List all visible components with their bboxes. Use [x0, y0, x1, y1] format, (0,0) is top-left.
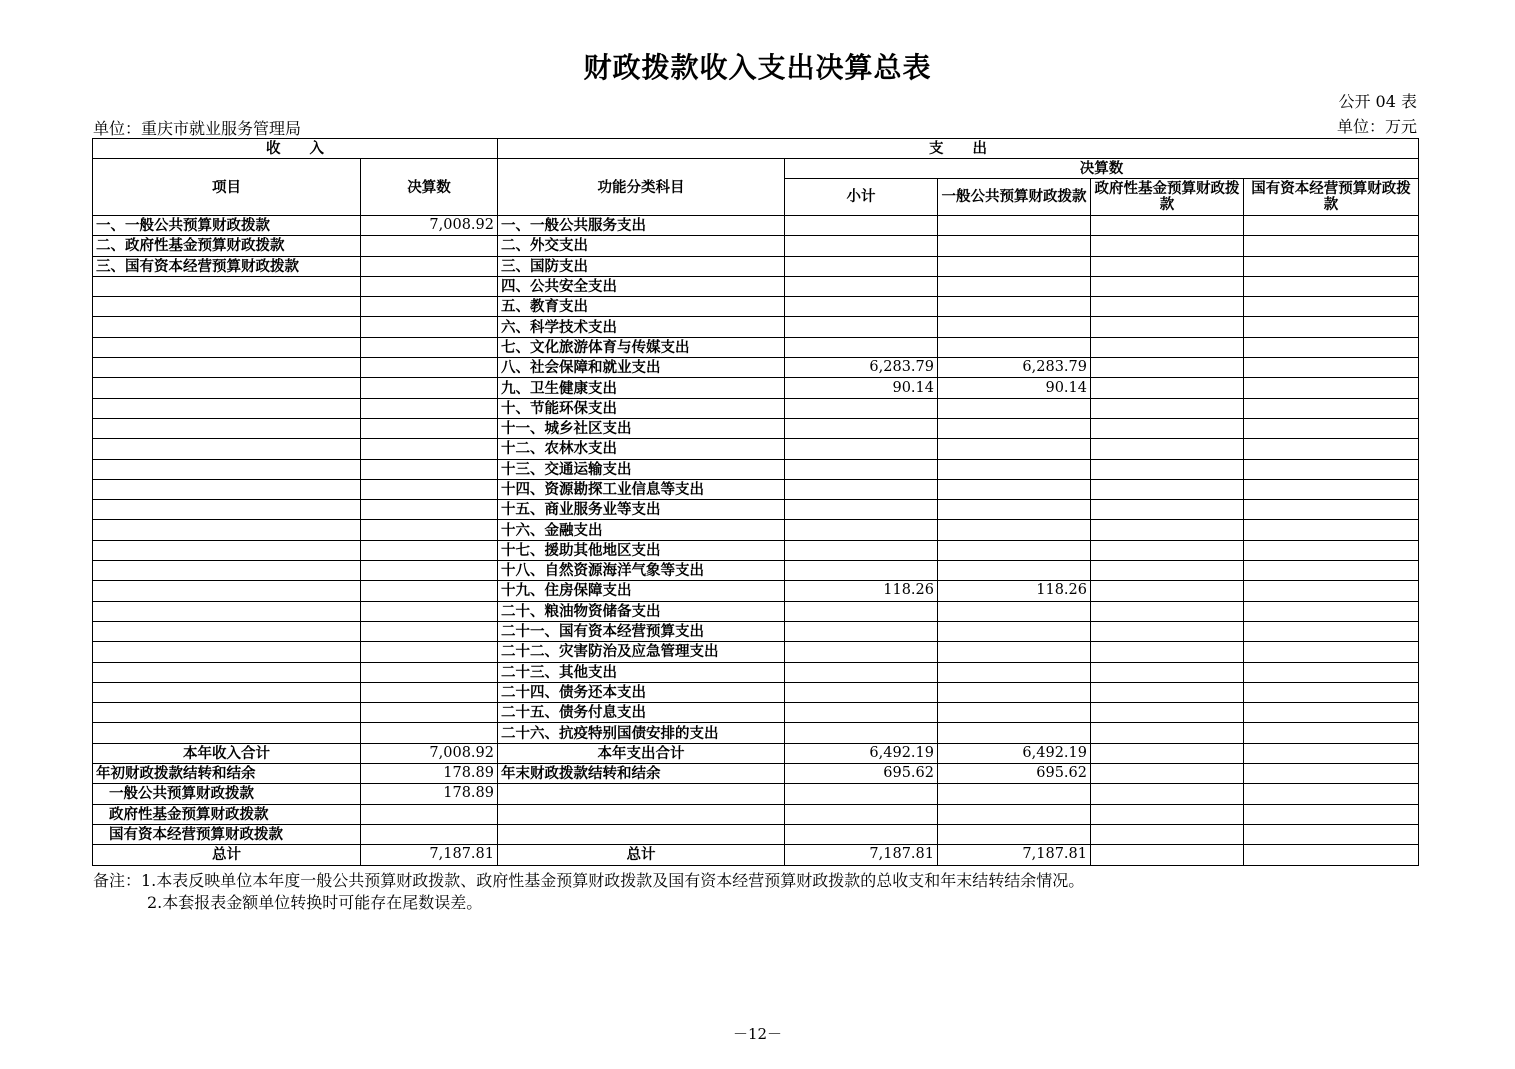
expense-general: [938, 540, 1091, 560]
expense-general: [938, 317, 1091, 337]
income-item: [93, 500, 361, 520]
expense-subject: 二十五、债务付息支出: [498, 703, 785, 723]
table-row: [93, 459, 1419, 479]
income-amount-header: 决算数: [361, 159, 498, 216]
expense-general: [938, 418, 1091, 438]
expense-subject: 二十一、国有资本经营预算支出: [498, 621, 785, 641]
income-item: [93, 642, 361, 662]
expense-general: [938, 439, 1091, 459]
expense-state-capital: [1244, 581, 1419, 601]
begin-balance-label: 年初财政拨款结转和结余: [93, 764, 361, 784]
expense-subject: 十二、农林水支出: [498, 439, 785, 459]
income-item: [93, 561, 361, 581]
expense-general: 90.14: [938, 378, 1091, 398]
table-row: [93, 642, 1419, 662]
expense-gov-fund: [1091, 337, 1244, 357]
income-amount: [361, 703, 498, 723]
income-amount: [361, 337, 498, 357]
expense-general: [938, 520, 1091, 540]
expense-gov-fund: [1091, 459, 1244, 479]
expense-state-capital: [1244, 418, 1419, 438]
expense-general: [938, 236, 1091, 256]
expense-subject: 四、公共安全支出: [498, 276, 785, 296]
expense-gov-fund: [1091, 236, 1244, 256]
income-item: [93, 621, 361, 641]
expense-state-capital: [1244, 439, 1419, 459]
expense-subtotal: [785, 276, 938, 296]
expense-state-capital: [1244, 358, 1419, 378]
expense-state-capital: [1244, 256, 1419, 276]
expense-subject: 六、科学技术支出: [498, 317, 785, 337]
expense-state-capital: [1244, 337, 1419, 357]
table-row: [93, 479, 1419, 499]
expense-gov-fund: [1091, 520, 1244, 540]
expense-general: [938, 297, 1091, 317]
table-row: [93, 216, 1419, 236]
expense-subject: 二十二、灾害防治及应急管理支出: [498, 642, 785, 662]
expense-state-capital: [1244, 236, 1419, 256]
income-year-total-label: 本年收入合计: [93, 743, 361, 763]
expense-gov-fund: [1091, 378, 1244, 398]
expense-subject: 十一、城乡社区支出: [498, 418, 785, 438]
table-row: [93, 256, 1419, 276]
expense-state-capital: [1244, 662, 1419, 682]
expense-state-capital: [1244, 216, 1419, 236]
expense-state-capital: [1244, 479, 1419, 499]
expense-subtotal: [785, 682, 938, 702]
table-row: [93, 317, 1419, 337]
expense-general: [938, 682, 1091, 702]
income-amount: [361, 581, 498, 601]
expense-gov-fund: [1091, 682, 1244, 702]
expense-subtotal: [785, 540, 938, 560]
subtotal-header: 小计: [785, 179, 938, 216]
table-row: [93, 276, 1419, 296]
expense-general: [938, 662, 1091, 682]
income-amount: [361, 621, 498, 641]
expense-gov-fund: [1091, 317, 1244, 337]
income-item: 二、政府性基金预算财政拨款: [93, 236, 361, 256]
expense-subtotal: [785, 398, 938, 418]
expense-gov-fund: [1091, 358, 1244, 378]
expense-subject: 二十六、抗疫特别国债安排的支出: [498, 723, 785, 743]
table-row: [93, 682, 1419, 702]
income-amount: [361, 439, 498, 459]
table-row: [93, 520, 1419, 540]
table-row: [93, 581, 1419, 601]
begin-balance-amount: 178.89: [361, 764, 498, 784]
expense-subtotal: [785, 337, 938, 357]
expense-subtotal: [785, 418, 938, 438]
expense-gov-fund: [1091, 276, 1244, 296]
end-balance-general: 695.62: [938, 764, 1091, 784]
expense-general: [938, 500, 1091, 520]
table-row: [93, 378, 1419, 398]
income-header: 收 入: [93, 139, 498, 159]
income-amount: [361, 358, 498, 378]
notes: [93, 870, 1084, 914]
income-amount: [361, 398, 498, 418]
income-amount: [361, 459, 498, 479]
grand-total-expense-label: 总计: [498, 845, 785, 865]
expense-gov-fund: [1091, 540, 1244, 560]
expense-general: 6,283.79: [938, 358, 1091, 378]
expense-subtotal: [785, 479, 938, 499]
expense-gov-fund: [1091, 439, 1244, 459]
expense-subtotal: [785, 520, 938, 540]
expense-subtotal: [785, 500, 938, 520]
income-amount: [361, 256, 498, 276]
income-item: [93, 581, 361, 601]
form-number: 公开 04 表: [1338, 92, 1417, 111]
expense-gov-fund: [1091, 216, 1244, 236]
expense-subtotal: [785, 459, 938, 479]
income-amount: [361, 378, 498, 398]
item-header: 项目: [93, 159, 361, 216]
table-row: [93, 358, 1419, 378]
state-capital-header: 国有资本经营预算财政拨款: [1244, 179, 1419, 216]
table-row: [93, 662, 1419, 682]
expense-subject: 十六、金融支出: [498, 520, 785, 540]
expense-general: [938, 216, 1091, 236]
expense-subtotal: [785, 642, 938, 662]
begin-general-label: 一般公共预算财政拨款: [93, 784, 361, 804]
expense-subtotal: [785, 703, 938, 723]
income-item: 一、一般公共预算财政拨款: [93, 216, 361, 236]
organization-unit: 单位：重庆市就业服务管理局: [93, 119, 302, 138]
expense-general: [938, 337, 1091, 357]
table-row: [93, 601, 1419, 621]
expense-subject: 二十三、其他支出: [498, 662, 785, 682]
expense-subtotal: [785, 601, 938, 621]
income-amount: [361, 723, 498, 743]
income-amount: [361, 561, 498, 581]
expense-subtotal: 90.14: [785, 378, 938, 398]
grand-total-income-amount: 7,187.81: [361, 845, 498, 865]
income-item: [93, 703, 361, 723]
expense-subject: 十三、交通运输支出: [498, 459, 785, 479]
expense-subject: 八、社会保障和就业支出: [498, 358, 785, 378]
budget-summary-table: [92, 138, 1419, 866]
expense-year-total-general: 6,492.19: [938, 743, 1091, 763]
expense-gov-fund: [1091, 256, 1244, 276]
expense-subject: 七、文化旅游体育与传媒支出: [498, 337, 785, 357]
expense-subtotal: [785, 256, 938, 276]
table-row: [93, 561, 1419, 581]
income-amount: [361, 682, 498, 702]
expense-gov-fund: [1091, 601, 1244, 621]
income-item: [93, 378, 361, 398]
expense-state-capital: [1244, 520, 1419, 540]
expense-state-capital: [1244, 297, 1419, 317]
table-row: [93, 540, 1419, 560]
expense-state-capital: [1244, 621, 1419, 641]
expense-subtotal: 118.26: [785, 581, 938, 601]
expense-state-capital: [1244, 642, 1419, 662]
expense-state-capital: [1244, 378, 1419, 398]
income-amount: [361, 540, 498, 560]
expense-general: [938, 621, 1091, 641]
expense-general: [938, 398, 1091, 418]
income-amount: [361, 236, 498, 256]
begin-state-capital-label: 国有资本经营预算财政拨款: [93, 824, 361, 844]
general-budget-header: 一般公共预算财政拨款: [938, 179, 1091, 216]
expense-state-capital: [1244, 723, 1419, 743]
expense-state-capital: [1244, 703, 1419, 723]
table-row: [93, 500, 1419, 520]
expense-general: 118.26: [938, 581, 1091, 601]
expense-subtotal: [785, 317, 938, 337]
income-item: [93, 317, 361, 337]
end-balance-subtotal: 695.62: [785, 764, 938, 784]
expense-state-capital: [1244, 276, 1419, 296]
table-row: [93, 337, 1419, 357]
grand-total-expense-general: 7,187.81: [938, 845, 1091, 865]
expense-subtotal: [785, 297, 938, 317]
income-amount: 7,008.92: [361, 216, 498, 236]
expense-subtotal: [785, 439, 938, 459]
expense-subtotal: 6,283.79: [785, 358, 938, 378]
expense-state-capital: [1244, 317, 1419, 337]
expense-header: 支 出: [498, 139, 1419, 159]
income-item: 三、国有资本经营预算财政拨款: [93, 256, 361, 276]
income-item: [93, 520, 361, 540]
expense-subtotal: [785, 621, 938, 641]
expense-state-capital: [1244, 540, 1419, 560]
expense-subject: 十、节能环保支出: [498, 398, 785, 418]
expense-gov-fund: [1091, 479, 1244, 499]
page-number: －12－: [732, 1025, 783, 1043]
income-amount: [361, 662, 498, 682]
income-item: [93, 276, 361, 296]
income-item: [93, 479, 361, 499]
income-item: [93, 297, 361, 317]
table-row: [93, 236, 1419, 256]
expense-subject: 五、教育支出: [498, 297, 785, 317]
expense-subtotal: [785, 662, 938, 682]
expense-gov-fund: [1091, 723, 1244, 743]
expense-subtotal: [785, 216, 938, 236]
expense-subtotal: [785, 723, 938, 743]
final-amount-header: 决算数: [785, 159, 1419, 179]
income-item: [93, 398, 361, 418]
income-amount: [361, 418, 498, 438]
expense-gov-fund: [1091, 418, 1244, 438]
expense-year-total-label: 本年支出合计: [498, 743, 785, 763]
income-amount: [361, 297, 498, 317]
expense-state-capital: [1244, 682, 1419, 702]
expense-general: [938, 276, 1091, 296]
expense-general: [938, 459, 1091, 479]
income-amount: [361, 520, 498, 540]
note-line-1: 备注：1.本表反映单位本年度一般公共预算财政拨款、政府性基金预算财政拨款及国有资本经营预算财政拨款的总收支和年末结转结余情况。: [93, 871, 1085, 890]
expense-subject: 十四、资源勘探工业信息等支出: [498, 479, 785, 499]
income-item: [93, 601, 361, 621]
expense-subject: 三、国防支出: [498, 256, 785, 276]
income-item: [93, 337, 361, 357]
income-amount: [361, 642, 498, 662]
expense-subject: 十九、住房保障支出: [498, 581, 785, 601]
expense-subject: 二、外交支出: [498, 236, 785, 256]
table-row: [93, 297, 1419, 317]
grand-total-expense-subtotal: 7,187.81: [785, 845, 938, 865]
expense-gov-fund: [1091, 398, 1244, 418]
expense-subject: 九、卫生健康支出: [498, 378, 785, 398]
expense-gov-fund: [1091, 662, 1244, 682]
income-item: [93, 723, 361, 743]
income-item: [93, 439, 361, 459]
table-row: [93, 621, 1419, 641]
expense-subtotal: [785, 561, 938, 581]
income-year-total-amount: 7,008.92: [361, 743, 498, 763]
expense-gov-fund: [1091, 621, 1244, 641]
expense-subject: 二十、粮油物资储备支出: [498, 601, 785, 621]
expense-general: [938, 561, 1091, 581]
expense-state-capital: [1244, 601, 1419, 621]
expense-gov-fund: [1091, 297, 1244, 317]
expense-general: [938, 601, 1091, 621]
income-amount: [361, 276, 498, 296]
end-balance-label: 年末财政拨款结转和结余: [498, 764, 785, 784]
note-line-2: 2.本套报表金额单位转换时可能存在尾数误差。: [147, 893, 483, 912]
gov-fund-header: 政府性基金预算财政拨款: [1091, 179, 1244, 216]
income-item: [93, 682, 361, 702]
expense-state-capital: [1244, 500, 1419, 520]
table-row: [93, 723, 1419, 743]
table-row: [93, 703, 1419, 723]
begin-gov-fund-label: 政府性基金预算财政拨款: [93, 804, 361, 824]
expense-gov-fund: [1091, 581, 1244, 601]
expense-subject: 十七、援助其他地区支出: [498, 540, 785, 560]
currency-unit: 单位：万元: [1336, 117, 1417, 136]
expense-general: [938, 479, 1091, 499]
income-amount: [361, 479, 498, 499]
table-row: [93, 398, 1419, 418]
income-amount: [361, 500, 498, 520]
income-amount: [361, 317, 498, 337]
expense-gov-fund: [1091, 642, 1244, 662]
expense-gov-fund: [1091, 561, 1244, 581]
table-row: [93, 439, 1419, 459]
expense-general: [938, 642, 1091, 662]
expense-subtotal: [785, 236, 938, 256]
begin-general-amount: 178.89: [361, 784, 498, 804]
grand-total-income-label: 总计: [93, 845, 361, 865]
income-amount: [361, 601, 498, 621]
expense-state-capital: [1244, 561, 1419, 581]
table-row: [93, 418, 1419, 438]
income-item: [93, 540, 361, 560]
expense-year-total-subtotal: 6,492.19: [785, 743, 938, 763]
expense-subject: 十八、自然资源海洋气象等支出: [498, 561, 785, 581]
expense-subject: 十五、商业服务业等支出: [498, 500, 785, 520]
income-item: [93, 418, 361, 438]
expense-state-capital: [1244, 459, 1419, 479]
income-item: [93, 459, 361, 479]
expense-gov-fund: [1091, 703, 1244, 723]
expense-gov-fund: [1091, 500, 1244, 520]
expense-subject: 一、一般公共服务支出: [498, 216, 785, 236]
expense-subject: 二十四、债务还本支出: [498, 682, 785, 702]
income-item: [93, 358, 361, 378]
page-title: 财政拨款收入支出决算总表: [583, 51, 932, 84]
income-item: [93, 662, 361, 682]
expense-general: [938, 256, 1091, 276]
expense-state-capital: [1244, 398, 1419, 418]
func-subject-header: 功能分类科目: [498, 159, 785, 216]
expense-general: [938, 703, 1091, 723]
expense-general: [938, 723, 1091, 743]
